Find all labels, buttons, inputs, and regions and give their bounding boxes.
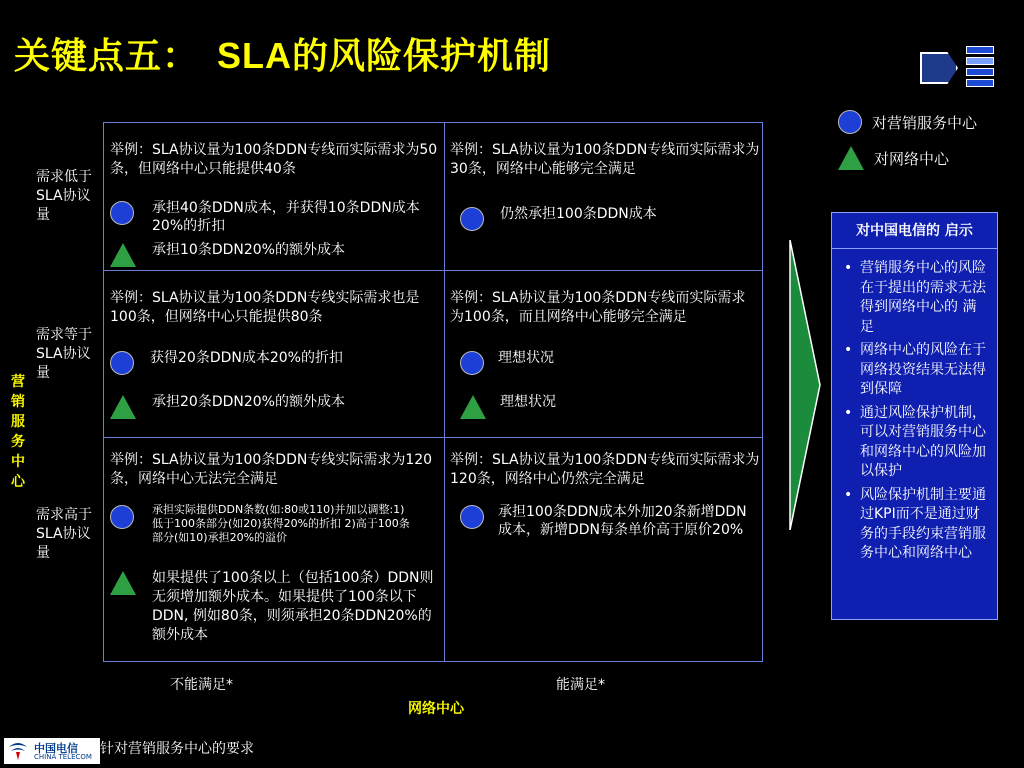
green-triangle-icon — [838, 146, 864, 170]
green-triangle-icon — [110, 395, 136, 419]
cell-item-text: 承担40条DDN成本，并获得10条DDN成本20%的折扣 — [152, 200, 420, 234]
cell-item-text: 如果提供了100条以上（包括100条）DDN则无须增加额外成本。如果提供了100条以下DDN, 例如80条，则须承担20条DDN20%的额外成本 — [152, 570, 434, 643]
green-triangle-icon — [460, 395, 486, 419]
cell-item-text: 理想状况 — [500, 394, 556, 410]
x-axis-label-right: 能满足* — [556, 677, 605, 693]
telecom-logo-icon — [7, 741, 29, 761]
list-item: • 网络中心的风险在于网络投资结果无法得到保障 — [844, 341, 987, 400]
x-axis-label-left: 不能满足* — [170, 677, 233, 693]
cell-item-text: 承担10条DDN20%的额外成本 — [152, 242, 345, 258]
matrix-divider — [444, 123, 445, 661]
row-label-equal: 需求等于SLA协议量 — [36, 327, 92, 381]
panel-title: 对中国电信的 启示 — [832, 213, 997, 249]
cell-item-r2c2-triangle — [460, 393, 750, 419]
logo-text-cn: 中国电信 — [34, 742, 78, 755]
blue-circle-icon — [460, 351, 484, 375]
blue-circle-icon — [110, 351, 134, 375]
blue-circle-icon — [460, 207, 484, 231]
blue-circle-icon — [110, 201, 134, 225]
cell-item-text: 获得20条DDN成本20%的折扣 — [150, 350, 343, 366]
legend-item-network — [838, 140, 977, 176]
network-center-label: 网络中心 — [408, 701, 464, 717]
cell-example-r1c2: 举例：SLA协议量为100条DDN专线而实际需求为30条，网络中心能够完全满足 — [450, 142, 760, 177]
implications-panel — [831, 212, 998, 620]
matrix-divider — [104, 437, 762, 438]
blue-circle-icon — [838, 110, 862, 134]
cell-example-r3c1: 举例：SLA协议量为100条DDN专线实际需求为120条，网络中心无法完全满足 — [110, 452, 433, 487]
cell-item-text: 理想状况 — [498, 350, 554, 366]
china-telecom-logo — [4, 738, 100, 764]
page-title-main: 关键点五： — [14, 36, 200, 77]
blue-circle-icon — [110, 505, 134, 529]
legend-label: 对营销服务中心 — [872, 113, 978, 132]
cell-example-r3c2: 举例：SLA协议量为100条DDN专线而实际需求为120条，网络中心仍然完全满足 — [450, 452, 760, 487]
risk-matrix — [103, 122, 763, 662]
cell-item-r1c1-triangle — [110, 241, 420, 267]
cell-item-r2c1-circle — [110, 349, 420, 375]
legend — [838, 104, 977, 176]
green-triangle-icon — [110, 243, 136, 267]
matrix-divider — [104, 270, 762, 271]
page-title-sla: SLA的风险保护机制 — [217, 35, 552, 76]
header-icons — [920, 46, 1000, 90]
cell-item-r1c1-circle — [110, 199, 420, 235]
stacked-bars-icon — [966, 46, 994, 90]
cell-item-r1c2-circle — [460, 205, 750, 231]
list-item: • 通过风险保护机制，可以对营销服务中心和网络中心的风险加以保护 — [844, 404, 987, 482]
marketing-center-vertical-label: 营销服务中心 — [11, 374, 25, 490]
cell-example-r2c1: 举例：SLA协议量为100条DDN专线实际需求也是100条，但网络中心只能提供80条 — [110, 290, 420, 325]
pentagon-icon — [920, 52, 958, 84]
list-item: • 营销服务中心的风险在于提出的需求无法得到网络中心的 满足 — [844, 259, 987, 337]
row-label-high: 需求高于SLA协议量 — [36, 507, 92, 561]
list-item: • 风险保护机制主要通过KPI而不是通过财务的手段约束营销服务中心和网络中心 — [844, 486, 987, 564]
blue-circle-icon — [460, 505, 484, 529]
footnote: 针对营销服务中心的要求 — [100, 741, 254, 757]
cell-item-text: 承担实际提供DDN条数(如:80或110)并加以调整:1)低于100条部分(如20)获得20%的折扣 2)高于100条部分(如10)承担20%的溢价 — [152, 503, 410, 544]
legend-label: 对网络中心 — [874, 149, 950, 168]
cell-item-r3c1-triangle — [110, 569, 440, 645]
green-triangle-icon — [110, 571, 136, 595]
cell-item-r3c2-circle — [460, 503, 760, 539]
right-arrow-icon — [786, 240, 822, 530]
page-title — [14, 28, 551, 79]
logo-text-en: CHINA TELECOM — [34, 753, 92, 761]
implications-list — [832, 249, 997, 564]
cell-item-r2c1-triangle — [110, 393, 420, 419]
cell-item-text: 仍然承担100条DDN成本 — [500, 206, 657, 222]
cell-item-text: 承担100条DDN成本外加20条新增DDN成本，新增DDN每条单价高于原价20% — [498, 504, 747, 538]
cell-example-r2c2: 举例：SLA协议量为100条DDN专线而实际需求为100条，而且网络中心能够完全满足 — [450, 290, 746, 325]
cell-item-r3c1-circle — [110, 503, 420, 545]
row-label-low: 需求低于SLA协议量 — [36, 169, 92, 223]
legend-item-marketing — [838, 104, 977, 140]
cell-item-r2c2-circle — [460, 349, 750, 375]
cell-example-r1c1: 举例：SLA协议量为100条DDN专线而实际需求为50条，但网络中心只能提供40条 — [110, 142, 438, 177]
cell-item-text: 承担20条DDN20%的额外成本 — [152, 394, 345, 410]
